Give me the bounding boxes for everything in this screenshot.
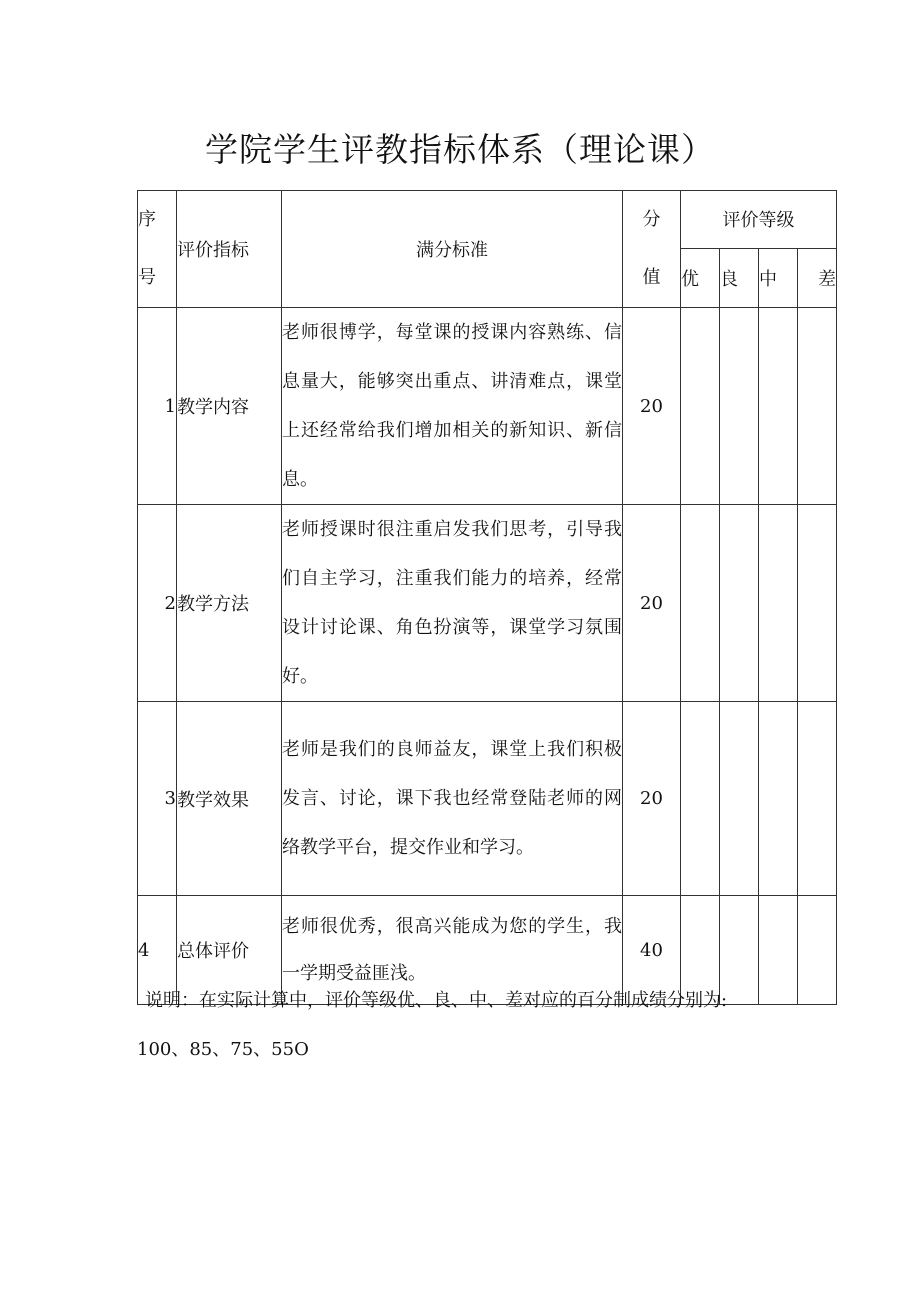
grade-cell-excellent[interactable]: [681, 702, 720, 896]
score-mapping-note: 100、85、75、55O: [137, 1039, 309, 1060]
grade-cell-average[interactable]: [759, 702, 798, 896]
row-score: 40: [623, 896, 681, 1005]
grade-cell-excellent[interactable]: [681, 308, 720, 505]
row-score: 20: [623, 702, 681, 896]
header-seq: [138, 191, 177, 308]
row-criteria: 老师很博学，每堂课的授课内容熟练、信息量大，能够突出重点、讲清难点，课堂上还经常给我们增加相关的新知识、新信息。: [282, 308, 623, 505]
row-seq: 3: [138, 702, 177, 896]
grade-cell-excellent[interactable]: [681, 505, 720, 702]
table-row: [138, 702, 837, 896]
header-seq-line2: 号: [138, 267, 156, 288]
grade-cell-good[interactable]: [720, 505, 759, 702]
row-indicator: 教学内容: [177, 308, 282, 505]
row-seq: 2: [138, 505, 177, 702]
row-indicator: 教学效果: [177, 702, 282, 896]
grade-cell-good[interactable]: [720, 702, 759, 896]
page-title: 学院学生评教指标体系（理论课）: [205, 130, 715, 169]
row-score: 20: [623, 505, 681, 702]
table-row: [138, 896, 837, 1005]
row-criteria: 老师是我们的良师益友，课堂上我们积极发言、讨论，课下我也经常登陆老师的网络教学平台，提交作业和学习。: [282, 702, 623, 896]
header-score-line2: 值: [642, 267, 661, 288]
header-grade: 评价等级: [681, 191, 837, 249]
row-criteria: 老师授课时很注重启发我们思考，引导我们自主学习，注重我们能力的培养，经常设计讨论课、角色扮演等，课堂学习氛围好。: [282, 505, 623, 702]
grade-cell-good[interactable]: [720, 896, 759, 1005]
header-standard: 满分标准: [282, 191, 623, 308]
header-seq-line1: 序: [138, 209, 156, 230]
row-seq: 1: [138, 308, 177, 505]
row-criteria: 老师很优秀，很高兴能成为您的学生，我一学期受益匪浅。: [282, 896, 623, 1005]
grade-cell-poor[interactable]: [798, 896, 837, 1005]
grade-cell-average[interactable]: [759, 308, 798, 505]
header-row: [138, 191, 837, 249]
header-score: [623, 191, 681, 308]
grade-poor: 差: [798, 248, 837, 307]
header-indicator: 评价指标: [177, 191, 282, 308]
grade-cell-poor[interactable]: [798, 505, 837, 702]
table-row: [138, 505, 837, 702]
row-score: 20: [623, 308, 681, 505]
grade-cell-poor[interactable]: [798, 702, 837, 896]
header-score-line1: 分: [642, 209, 661, 230]
evaluation-table: [137, 190, 837, 1005]
row-indicator: 总体评价: [177, 896, 282, 1005]
grade-excellent: 优: [681, 248, 720, 307]
explanation-note: 说明：在实际计算中，评价等级优、良、中、差对应的百分制成绩分别为:: [145, 990, 728, 1011]
grade-cell-good[interactable]: [720, 308, 759, 505]
grade-cell-average[interactable]: [759, 896, 798, 1005]
grade-good: 良: [720, 248, 759, 307]
table-row: [138, 308, 837, 505]
grade-cell-poor[interactable]: [798, 308, 837, 505]
row-indicator: 教学方法: [177, 505, 282, 702]
grade-average: 中: [759, 248, 798, 307]
row-seq: 4: [138, 896, 177, 1005]
grade-cell-average[interactable]: [759, 505, 798, 702]
grade-cell-excellent[interactable]: [681, 896, 720, 1005]
